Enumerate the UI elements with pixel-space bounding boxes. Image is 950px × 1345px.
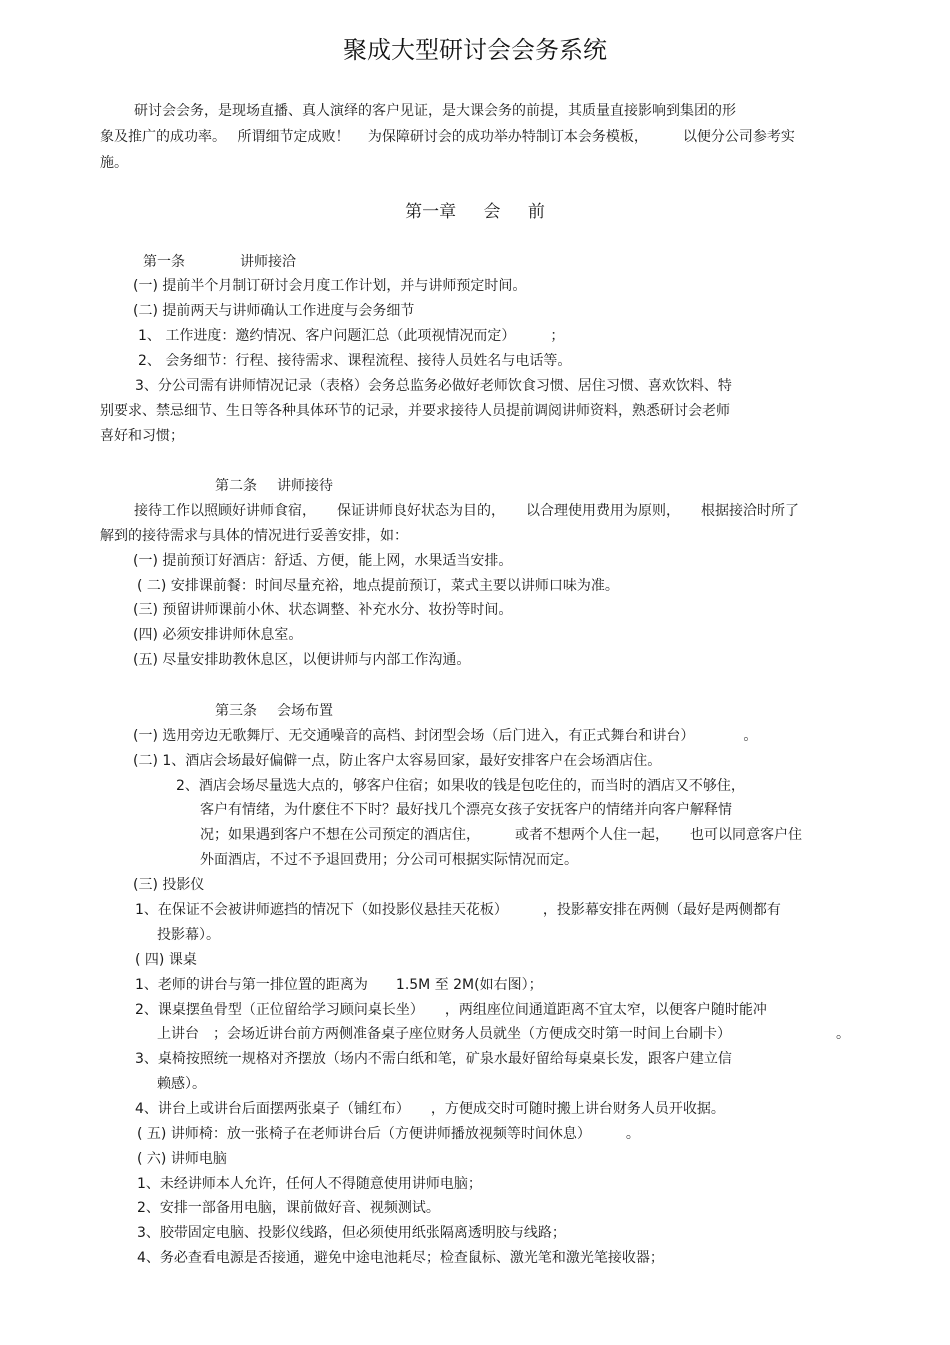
clause-line: 接待工作以照顾好讲师食宿， 保证讲师良好状态为目的， 以合理使用费用为原则， 根据接洽时所了 <box>134 503 799 519</box>
clause-line: 别要求、禁忌细节、生日等各种具体环节的记录，并要求接待人员提前调阅讲师资料，熟悉研讨会老师 <box>100 403 730 419</box>
clause-line: 2、 会务细节：行程、接待需求、课程流程、接待人员姓名与电话等。 <box>138 353 572 369</box>
clause-line: (五) 尽量安排助教休息区，以便讲师与内部工作沟通。 <box>133 652 471 668</box>
intro-line: 象及推广的成功率。 所谓细节定成败！ 为保障研讨会的成功举办特制订本会务模板， 以便分公司参考实 <box>100 129 795 145</box>
chapter-name-part: 前 <box>527 202 545 222</box>
chapter-heading <box>0 201 950 223</box>
clause-line: 2、安排一部备用电脑，课前做好音、视频测试。 <box>137 1200 440 1216</box>
clause-line: 喜好和习惯； <box>100 428 184 444</box>
article-title: 讲师接洽 <box>240 254 296 270</box>
clause-line: (三) 预留讲师课前小休、状态调整、补充水分、妆扮等时间。 <box>133 602 513 618</box>
clause-line: (一) 提前预订好酒店：舒适、方便，能上网，水果适当安排。 <box>133 553 513 569</box>
clause-line: ( 五) 讲师椅：放一张椅子在老师讲台后（方便讲师播放视频等时间休息） 。 <box>137 1126 640 1142</box>
clause-line: (二) 提前两天与讲师确认工作进度与会务细节 <box>133 303 415 319</box>
clause-line: (四) 必须安排讲师休息室。 <box>133 627 303 643</box>
chapter-name-part: 会 <box>483 202 501 222</box>
clause-line: 1、老师的讲台与第一排位置的距离为 1.5M 至 2M(如右图）； <box>135 977 543 993</box>
clause-line: 4、讲台上或讲台后面摆两张桌子（铺红布） ，方便成交时可随时搬上讲台财务人员开收据。 <box>135 1101 725 1117</box>
clause-line: ( 四) 课桌 <box>135 952 197 968</box>
clause-line: 赖感）。 <box>157 1076 206 1092</box>
clause-line: 2、酒店会场尽量选大点的，够客户住宿；如果收的钱是包吃住的，而当时的酒店又不够住， <box>176 778 745 794</box>
clause-line: (一) 提前半个月制订研讨会月度工作计划，并与讲师预定时间。 <box>133 278 527 294</box>
article-number: 第二条 <box>215 478 257 494</box>
document-title: 聚成大型研讨会会务系统 <box>343 36 607 64</box>
clause-line: 3、分公司需有讲师情况记录（表格）会务总监务必做好老师饮食习惯、居住习惯、喜欢饮料、特 <box>135 378 732 394</box>
clause-line: 1、在保证不会被讲师遮挡的情况下（如投影仪悬挂天花板） ，投影幕安排在两侧（最好是两侧都有 <box>135 902 781 918</box>
chapter-number: 第一章 <box>405 202 457 222</box>
clause-line: 外面酒店，不过不予退回费用；分公司可根据实际情况而定。 <box>200 852 578 868</box>
clause-line: ( 六) 讲师电脑 <box>137 1151 227 1167</box>
clause-line: (三) 投影仪 <box>133 877 205 893</box>
article-title: 讲师接待 <box>277 478 333 494</box>
article-title: 会场布置 <box>277 703 333 719</box>
clause-line: 1、未经讲师本人允许，任何人不得随意使用讲师电脑； <box>137 1176 482 1192</box>
article-number: 第三条 <box>215 703 257 719</box>
clause-line: 解到的接待需求与具体的情况进行妥善安排，如： <box>100 528 408 544</box>
intro-line: 施。 <box>100 155 128 171</box>
clause-line: (二) 1、酒店会场最好偏僻一点，防止客户太容易回家，最好安排客户在会场酒店住。 <box>133 753 662 769</box>
clause-line: 4、务必查看电源是否接通，避免中途电池耗尽；检查鼠标、激光笔和激光笔接收器； <box>137 1250 664 1266</box>
clause-line: 1、 工作进度：邀约情况、客户问题汇总（此项视情况而定） ； <box>138 328 565 344</box>
clause-line: 3、胶带固定电脑、投影仪线路，但必须使用纸张隔离透明胶与线路； <box>137 1225 566 1241</box>
article-number: 第一条 <box>143 254 185 270</box>
clause-line: 投影幕）。 <box>157 927 220 943</box>
clause-line: (一) 选用旁边无歌舞厅、无交通噪音的高档、封闭型会场（后门进入，有正式舞台和讲台） 。 <box>133 728 758 744</box>
clause-line: 客户有情绪，为什麽住不下时？最好找几个漂亮女孩子安抚客户的情绪并向客户解释情 <box>200 802 732 818</box>
clause-line: 2、课桌摆鱼骨型（正位留给学习顾问桌长坐） ，两组座位间通道距离不宜太窄，以便客户随时能冲 <box>135 1002 767 1018</box>
clause-line: 3、桌椅按照统一规格对齐摆放（场内不需白纸和笔，矿泉水最好留给每桌桌长发，跟客户建立信 <box>135 1051 732 1067</box>
clause-line: ( 二) 安排课前餐：时间尽量充裕，地点提前预订，菜式主要以讲师口味为准。 <box>137 578 619 594</box>
intro-line: 研讨会会务，是现场直播、真人演绎的客户见证，是大课会务的前提，其质量直接影响到集团的形 <box>134 103 736 119</box>
clause-line: 况；如果遇到客户不想在公司预定的酒店住， 或者不想两个人住一起， 也可以同意客户住 <box>200 827 802 843</box>
clause-line: 上讲台 ；会场近讲台前方两侧准备桌子座位财务人员就坐（方便成交时第一时间上台刷卡） 。 <box>157 1026 850 1042</box>
